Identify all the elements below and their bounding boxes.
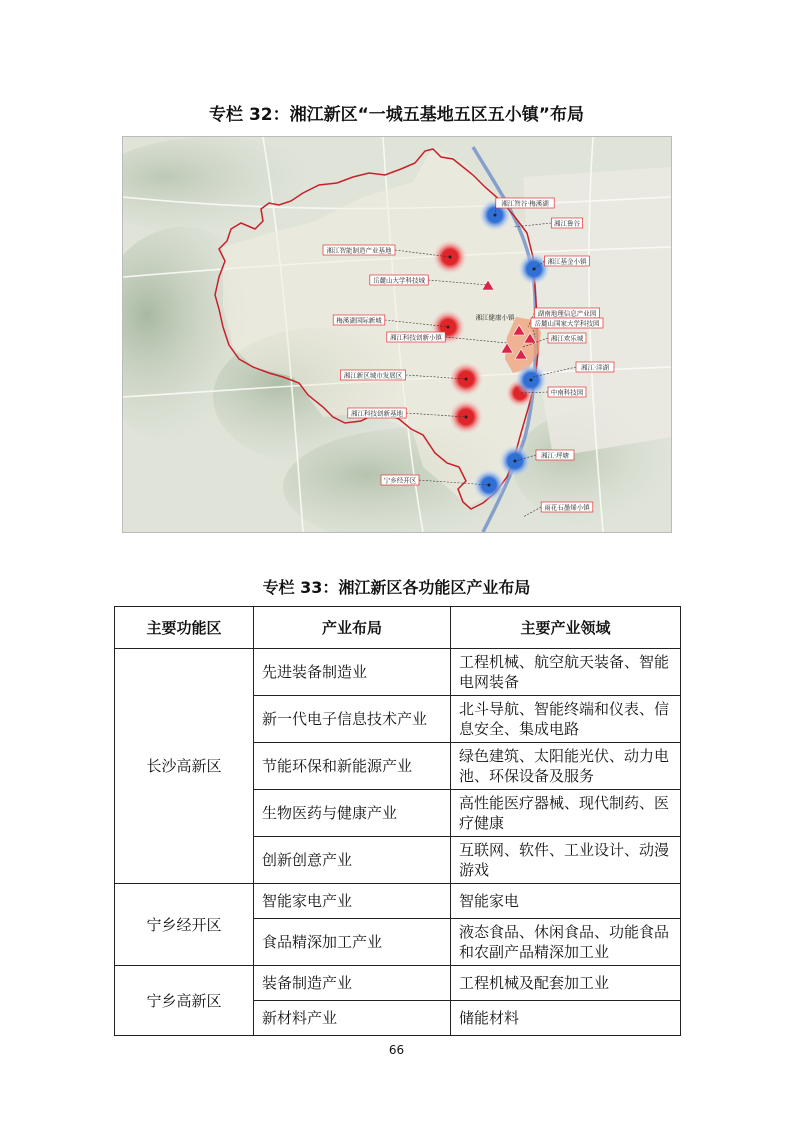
fields-cell: 工程机械、航空航天装备、智能电网装备 bbox=[451, 649, 681, 696]
industry-cell: 先进装备制造业 bbox=[254, 649, 451, 696]
industry-cell: 生物医药与健康产业 bbox=[254, 790, 451, 837]
zone-layout-map bbox=[122, 136, 672, 533]
table-header-row bbox=[115, 607, 681, 649]
table-row bbox=[115, 884, 681, 919]
figure-title: 专栏 32：湘江新区“一城五基地五区五小镇”布局 bbox=[209, 105, 584, 125]
fields-cell: 工程机械及配套加工业 bbox=[451, 966, 681, 1001]
map-label-text: 湘江·洋湖 bbox=[580, 363, 610, 372]
map-label-text: 湘江新区城市发展区 bbox=[343, 371, 403, 380]
map-label-text: 湖南地理信息产业园 bbox=[537, 309, 597, 318]
map-graphic bbox=[123, 137, 671, 532]
table-row bbox=[115, 649, 681, 696]
page-number: 66 bbox=[388, 1043, 405, 1057]
header-industry: 产业布局 bbox=[254, 607, 451, 649]
header-fields: 主要产业领域 bbox=[451, 607, 681, 649]
industry-cell: 节能环保和新能源产业 bbox=[254, 743, 451, 790]
header-zone: 主要功能区 bbox=[115, 607, 254, 649]
table-title: 专栏 33：湘江新区各功能区产业布局 bbox=[262, 578, 531, 597]
map-label-text: 湘江健康小镇 bbox=[475, 313, 515, 322]
fields-cell: 液态食品、休闲食品、功能食品和农副产品精深加工业 bbox=[451, 919, 681, 966]
map-label-text: 湘江科技创新小镇 bbox=[390, 333, 442, 342]
map-label-text: 湘江科技创新基地 bbox=[351, 409, 403, 418]
map-label-text: 湘江·坪塘 bbox=[540, 451, 570, 460]
map-label-text: 雨花石墨烯小镇 bbox=[544, 503, 590, 512]
zone-cell: 长沙高新区 bbox=[115, 649, 254, 884]
zone-cell: 宁乡高新区 bbox=[115, 966, 254, 1036]
map-label-text: 岳麓山大学科技城 bbox=[373, 276, 425, 285]
map-label-text: 梅溪湖国际新城 bbox=[336, 316, 382, 325]
map-label-text: 湘江智能制造产业基地 bbox=[326, 246, 392, 255]
fields-cell: 智能家电 bbox=[451, 884, 681, 919]
fields-cell: 高性能医疗器械、现代制药、医疗健康 bbox=[451, 790, 681, 837]
map-label-text: 岳麓山国家大学科技园 bbox=[534, 319, 600, 328]
map-label-text: 湘江欢乐城 bbox=[550, 334, 584, 343]
industry-cell: 智能家电产业 bbox=[254, 884, 451, 919]
industry-cell: 创新创意产业 bbox=[254, 837, 451, 884]
fields-cell: 绿色建筑、太阳能光伏、动力电池、环保设备及服务 bbox=[451, 743, 681, 790]
industry-layout-table bbox=[114, 606, 681, 1036]
industry-cell: 新材料产业 bbox=[254, 1001, 451, 1036]
zone-cell: 宁乡经开区 bbox=[115, 884, 254, 966]
fields-cell: 互联网、软件、工业设计、动漫游戏 bbox=[451, 837, 681, 884]
map-label-text: 湘江智谷·梅溪湖 bbox=[501, 199, 549, 208]
map-label bbox=[476, 313, 516, 322]
fields-cell: 储能材料 bbox=[451, 1001, 681, 1036]
industry-cell: 装备制造产业 bbox=[254, 966, 451, 1001]
table-row bbox=[115, 966, 681, 1001]
industry-cell: 新一代电子信息技术产业 bbox=[254, 696, 451, 743]
map-label-text: 湘江基金小镇 bbox=[547, 257, 587, 266]
industry-cell: 食品精深加工产业 bbox=[254, 919, 451, 966]
blue-zone-marker bbox=[515, 364, 547, 396]
map-label-text: 宁乡经开区 bbox=[383, 476, 417, 485]
map-label-text: 湘江鲁谷 bbox=[554, 219, 580, 228]
map-label-text: 中南科技园 bbox=[550, 388, 584, 397]
fields-cell: 北斗导航、智能终端和仪表、信息安全、集成电路 bbox=[451, 696, 681, 743]
